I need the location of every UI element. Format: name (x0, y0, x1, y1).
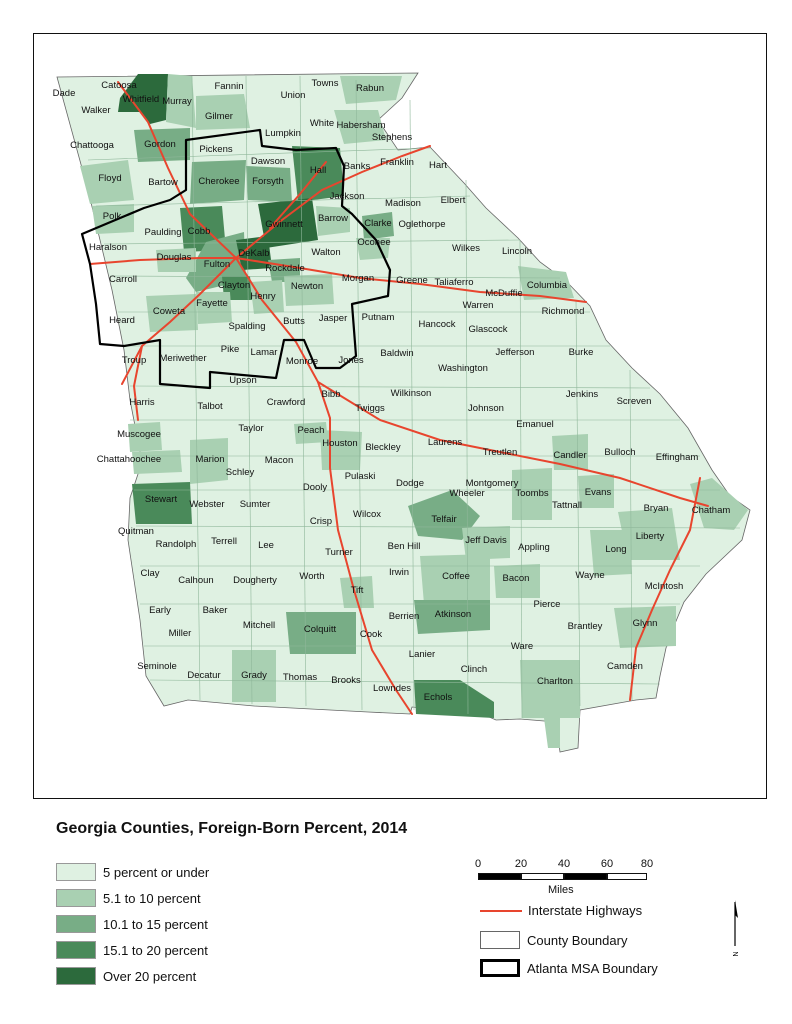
county-label-montgomery: Montgomery (465, 478, 519, 489)
county-label-brooks: Brooks (331, 675, 361, 686)
county-label-liberty: Liberty (635, 531, 665, 542)
legend-swatch-class-5 (56, 967, 96, 985)
highway-line-swatch (480, 910, 522, 912)
county-label-walton: Walton (311, 247, 341, 258)
county-label-chattooga: Chattooga (70, 140, 114, 151)
county-label-dekalb: DeKalb (238, 248, 270, 259)
county-label-rabun: Rabun (356, 83, 384, 94)
county-label-quitman: Quitman (118, 526, 154, 537)
county-label-cherokee: Cherokee (198, 176, 240, 187)
county-label-stewart: Stewart (144, 494, 178, 505)
county-label-chatham: Chatham (691, 505, 731, 516)
county-boundary-swatch (480, 931, 520, 949)
county-label-tift: Tift (350, 585, 364, 596)
legend-label-class-1: 5 percent or under (103, 864, 210, 880)
county-label-calhoun: Calhoun (178, 575, 214, 586)
county-label-walker: Walker (81, 105, 111, 116)
county-label-decatur: Decatur (187, 670, 221, 681)
county-label-fayette: Fayette (196, 298, 228, 309)
scale-tick-60: 60 (600, 858, 614, 870)
scale-segment-3 (564, 873, 607, 880)
county-label-grady: Grady (241, 670, 267, 681)
county-label-randolph: Randolph (155, 539, 197, 550)
legend-label-class-3: 10.1 to 15 percent (103, 916, 208, 932)
county-label-muscogee: Muscogee (117, 429, 161, 440)
county-label-murray: Murray (162, 96, 192, 107)
county-label-floyd: Floyd (98, 173, 122, 184)
county-label-bartow: Bartow (148, 177, 178, 188)
county-label-lumpkin: Lumpkin (265, 128, 301, 139)
scale-segment-1 (478, 873, 521, 880)
county-label-dade: Dade (52, 88, 76, 99)
county-label-camden: Camden (607, 661, 643, 672)
county-label-bacon: Bacon (502, 573, 530, 584)
county-label-atkinson: Atkinson (434, 609, 472, 620)
county-label-mcduffie: McDuffie (485, 288, 523, 299)
county-label-fulton: Fulton (203, 259, 231, 270)
county-label-chattahoochee: Chattahoochee (96, 454, 162, 465)
county-label-echols: Echols (423, 692, 453, 703)
county-label-crawford: Crawford (266, 397, 306, 408)
county-label-colquitt: Colquitt (303, 624, 337, 635)
county-label-troup: Troup (121, 355, 147, 366)
county-label-dawson: Dawson (250, 156, 286, 167)
county-label-seminole: Seminole (137, 661, 177, 672)
county-label-habersham: Habersham (336, 120, 386, 131)
county-label-whitfield: Whitfield (122, 94, 160, 105)
county-label-early: Early (149, 605, 171, 616)
county-label-barrow: Barrow (317, 213, 349, 224)
county-label-lowndes: Lowndes (372, 683, 412, 694)
county-label-butts: Butts (283, 316, 305, 327)
county-label-crisp: Crisp (309, 516, 333, 527)
county-label-telfair: Telfair (431, 514, 457, 525)
county-label-paulding: Paulding (144, 227, 182, 238)
county-label-irwin: Irwin (388, 567, 410, 578)
county-label-houston: Houston (322, 438, 358, 449)
north-arrow-icon (727, 898, 743, 960)
county-label-evans: Evans (584, 487, 612, 498)
county-label-madison: Madison (385, 198, 421, 209)
county-label-ben-hill: Ben Hill (387, 541, 421, 552)
county-label-lamar: Lamar (250, 347, 278, 358)
county-label-jeff-davis: Jeff Davis (465, 535, 507, 546)
county-label-mcintosh: McIntosh (644, 581, 684, 592)
legend-item-class-4 (56, 940, 208, 960)
county-label-cobb: Cobb (187, 226, 211, 237)
county-label-macon: Macon (264, 455, 294, 466)
county-label-lanier: Lanier (408, 649, 436, 660)
county-label-clinch: Clinch (460, 664, 488, 675)
legend-swatch-class-1 (56, 863, 96, 881)
county-label-banks: Banks (343, 161, 371, 172)
county-label-twiggs: Twiggs (355, 403, 385, 414)
legend-item-class-3 (56, 914, 208, 934)
county-label-forsyth: Forsyth (252, 176, 284, 187)
county-label-taliaferro: Taliaferro (434, 277, 474, 288)
scale-segment-2 (521, 873, 564, 880)
county-label-catoosa: Catoosa (101, 80, 137, 91)
county-label-pierce: Pierce (533, 599, 561, 610)
scale-tick-40: 40 (557, 858, 571, 870)
county-label-cook: Cook (359, 629, 383, 640)
county-label-henry: Henry (250, 291, 276, 302)
county-label-baldwin: Baldwin (380, 348, 414, 359)
county-label-morgan: Morgan (341, 273, 375, 284)
legend-swatch-class-4 (56, 941, 96, 959)
scale-tick-20: 20 (514, 858, 528, 870)
county-label-harris: Harris (129, 397, 155, 408)
county-label-stephens: Stephens (371, 132, 413, 143)
symbol-county-boundary-label: County Boundary (527, 932, 628, 948)
county-label-franklin: Franklin (380, 157, 414, 168)
county-label-brantley: Brantley (567, 621, 603, 632)
county-label-putnam: Putnam (361, 312, 395, 323)
county-label-hall: Hall (309, 165, 327, 176)
county-label-ware: Ware (510, 641, 534, 652)
county-label-union: Union (280, 90, 306, 101)
county-label-richmond: Richmond (541, 306, 585, 317)
county-label-oglethorpe: Oglethorpe (398, 219, 446, 230)
legend-swatch-class-3 (56, 915, 96, 933)
county-label-terrell: Terrell (211, 536, 237, 547)
county-label-emanuel: Emanuel (516, 419, 554, 430)
county-label-berrien: Berrien (388, 611, 420, 622)
county-label-gilmer: Gilmer (205, 111, 233, 122)
county-label-rockdale: Rockdale (265, 263, 305, 274)
county-label-thomas: Thomas (282, 672, 318, 683)
county-label-wayne: Wayne (575, 570, 605, 581)
legend-label-class-4: 15.1 to 20 percent (103, 942, 208, 958)
county-label-lee: Lee (258, 540, 274, 551)
county-label-peach: Peach (297, 425, 325, 436)
county-label-oconee: Oconee (357, 237, 391, 248)
legend-title: Georgia Counties, Foreign-Born Percent, 2014 (56, 820, 408, 837)
county-label-burke: Burke (568, 347, 594, 358)
county-label-upson: Upson (229, 375, 257, 386)
county-label-taylor: Taylor (238, 423, 264, 434)
county-label-jones: Jones (338, 355, 364, 366)
county-label-talbot: Talbot (197, 401, 223, 412)
county-label-white: White (309, 118, 335, 129)
county-label-screven: Screven (616, 396, 652, 407)
county-label-douglas: Douglas (156, 252, 192, 263)
county-label-pickens: Pickens (199, 144, 233, 155)
county-label-hart: Hart (429, 160, 447, 171)
county-label-hancock: Hancock (418, 319, 456, 330)
symbol-county-boundary (480, 931, 627, 949)
county-label-long: Long (605, 544, 627, 555)
county-label-appling: Appling (518, 542, 550, 553)
county-label-columbia: Columbia (526, 280, 568, 291)
county-label-fannin: Fannin (214, 81, 244, 92)
county-label-wheeler: Wheeler (449, 488, 485, 499)
county-label-jefferson: Jefferson (495, 347, 535, 358)
county-label-carroll: Carroll (109, 274, 137, 285)
scale-tick-0: 0 (474, 858, 482, 870)
county-label-effingham: Effingham (655, 452, 699, 463)
county-label-monroe: Monroe (285, 356, 319, 367)
county-label-turner: Turner (325, 547, 353, 558)
county-label-jackson: Jackson (329, 191, 365, 202)
county-label-tattnall: Tattnall (551, 500, 583, 511)
scale-tick-80: 80 (640, 858, 654, 870)
county-label-clarke: Clarke (364, 218, 392, 229)
county-label-mitchell: Mitchell (242, 620, 276, 631)
county-label-warren: Warren (462, 300, 494, 311)
county-fill-houston (320, 430, 362, 470)
county-label-coffee: Coffee (442, 571, 470, 582)
county-label-laurens: Laurens (427, 437, 463, 448)
county-label-miller: Miller (168, 628, 192, 639)
county-label-candler: Candler (553, 450, 587, 461)
county-label-dooly: Dooly (302, 482, 328, 493)
legend-item-class-2 (56, 888, 201, 908)
county-label-wilkinson: Wilkinson (390, 388, 432, 399)
county-label-gwinnett: Gwinnett (265, 219, 303, 230)
county-label-pulaski: Pulaski (344, 471, 376, 482)
county-label-dougherty: Dougherty (233, 575, 277, 586)
county-label-bleckley: Bleckley (365, 442, 401, 453)
scale-units: Miles (548, 884, 574, 896)
county-label-pike: Pike (220, 344, 240, 355)
county-label-wilkes: Wilkes (452, 243, 480, 254)
county-label-bulloch: Bulloch (604, 447, 636, 458)
county-label-webster: Webster (189, 499, 225, 510)
county-label-toombs: Toombs (515, 488, 549, 499)
county-label-polk: Polk (102, 211, 122, 222)
north-label: N (731, 951, 738, 957)
county-label-glascock: Glascock (468, 324, 508, 335)
county-label-lincoln: Lincoln (501, 246, 533, 257)
county-label-glynn: Glynn (632, 618, 658, 629)
county-label-sumter: Sumter (239, 499, 271, 510)
county-label-greene: Greene (396, 275, 428, 286)
county-label-clayton: Clayton (217, 280, 251, 291)
legend-swatch-class-2 (56, 889, 96, 907)
county-label-worth: Worth (299, 571, 325, 582)
msa-boundary-swatch (480, 959, 520, 977)
county-label-gordon: Gordon (144, 139, 176, 150)
county-label-heard: Heard (109, 315, 135, 326)
county-label-coweta: Coweta (152, 306, 186, 317)
county-label-haralson: Haralson (88, 242, 128, 253)
county-label-treutlen: Treutlen (482, 447, 518, 458)
legend-item-class-5 (56, 966, 196, 986)
county-label-washington: Washington (438, 363, 488, 374)
county-label-dodge: Dodge (396, 478, 424, 489)
state-outline (57, 73, 750, 752)
legend-item-class-1 (56, 862, 209, 882)
scale-segment-4 (607, 873, 647, 880)
county-label-charlton: Charlton (537, 676, 573, 687)
county-label-spalding: Spalding (228, 321, 266, 332)
county-label-jasper: Jasper (318, 313, 348, 324)
symbol-msa-boundary (480, 959, 658, 977)
county-label-schley: Schley (225, 467, 255, 478)
county-label-wilcox: Wilcox (353, 509, 381, 520)
county-label-bryan: Bryan (643, 503, 669, 514)
county-label-towns: Towns (311, 78, 339, 89)
county-label-bibb: Bibb (321, 389, 341, 400)
symbol-msa-boundary-label: Atlanta MSA Boundary (527, 960, 658, 976)
county-label-elbert: Elbert (440, 195, 466, 206)
county-label-newton: Newton (290, 281, 324, 292)
symbol-highways (480, 903, 642, 918)
legend-label-class-2: 5.1 to 10 percent (103, 890, 201, 906)
county-label-meriwether: Meriwether (159, 353, 207, 364)
county-label-jenkins: Jenkins (565, 389, 599, 400)
county-label-marion: Marion (195, 454, 225, 465)
county-label-johnson: Johnson (468, 403, 504, 414)
county-label-baker: Baker (202, 605, 228, 616)
county-label-clay: Clay (140, 568, 160, 579)
symbol-highways-label: Interstate Highways (528, 903, 643, 918)
legend-label-class-5: Over 20 percent (103, 968, 197, 984)
